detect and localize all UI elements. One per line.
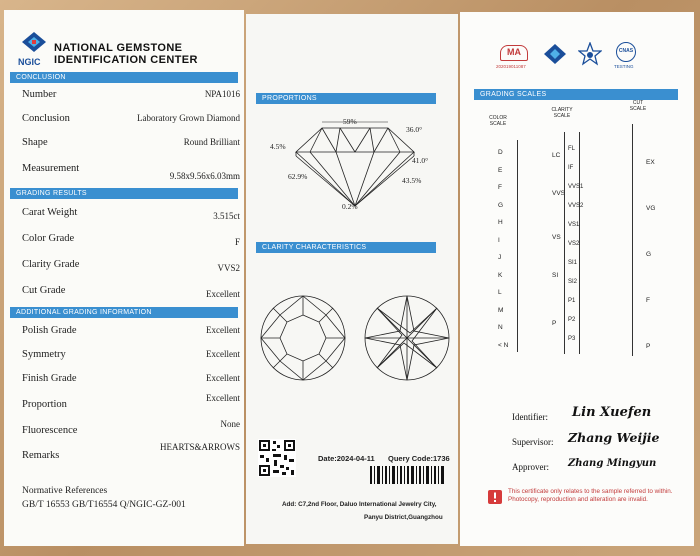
- warning-icon: [488, 490, 502, 504]
- conclusion-row: Conclusion Laboratory Grown Diamond: [22, 113, 240, 124]
- logo-text: NGIC: [18, 57, 41, 67]
- ngic-logo-icon: [542, 42, 568, 66]
- address-line-2: Panyu District,Guangzhou: [364, 514, 443, 521]
- clarity-right-list: FL IF VVS1 VVS2 VS1 VS2 SI1 SI2 P1 P2 P3: [568, 146, 584, 342]
- culet-pct: 0.2%: [342, 202, 358, 211]
- additional-row: Finish Grade Excellent: [22, 373, 240, 384]
- middle-panel: [246, 14, 458, 544]
- color-scale-title: COLOR SCALE: [489, 115, 507, 127]
- query-code: Query Code:1736: [388, 454, 450, 463]
- normative-title: Normative References: [22, 486, 108, 496]
- proportions-header: PROPORTIONS: [256, 93, 436, 104]
- right-panel: MA 202019011087 CNAS TESTING GRADING SCALES COLOR SCALE CLARITY SCALE CUT SCALE D E F G H I J K L M N < N LC VVS VS SI P FL IF VVS1 VVS2 VS1 VS2 SI1 SI2 P1 P2 P3 EX VG G F P Identifier: Lin Xuefen Supervisor: Zhang Weijie Approver: Zhang Mingyun This certificate only relates to the sample referred to within. Photocopy, reproduction and alteration are invalid.: [460, 12, 694, 546]
- testing-label: TESTING: [614, 64, 634, 69]
- additional-row: Fluorescence None: [22, 419, 240, 436]
- conclusion-row: Number NPA1016: [22, 89, 240, 100]
- pavilion-angle: 41.0°: [412, 156, 429, 165]
- pavilion-view-diagram: [362, 293, 452, 383]
- title-line-2: IDENTIFICATION CENTER: [54, 54, 198, 66]
- approver-label: Approver:: [512, 462, 549, 472]
- grading-row: Cut Grade Excellent: [22, 285, 240, 299]
- color-scale-list: D E F G H I J K L M N < N: [498, 149, 509, 349]
- additional-row: Polish Grade Excellent: [22, 325, 240, 336]
- grading-scales-header: GRADING SCALES: [474, 89, 678, 100]
- crown-height: 62.9%: [288, 172, 308, 181]
- disclaimer-text: This certificate only relates to the sample referred to within. Photocopy, reproduction and alteration are invalid.: [508, 488, 673, 503]
- normative-refs: GB/T 16553 GB/T16554 Q/NGIC-GZ-001: [22, 500, 186, 510]
- address-line-1: Add: C7,2nd Floor, Daluo International Jewelry City,: [282, 501, 437, 508]
- grading-row: Clarity Grade VVS2: [22, 259, 240, 273]
- ma-number: 202019011087: [496, 64, 526, 69]
- identifier-label: Identifier:: [512, 412, 548, 422]
- table-pct: 59%: [343, 117, 357, 126]
- supervisor-label: Supervisor:: [512, 437, 554, 447]
- date-text: Date:2024-04-11: [318, 454, 375, 463]
- additional-header: ADDITIONAL GRADING INFORMATION: [10, 307, 238, 318]
- crown-view-diagram: [258, 293, 348, 383]
- girdle-pct: 4.5%: [270, 142, 286, 151]
- additional-row: Symmetry Excellent: [22, 349, 240, 360]
- ngic-logo-icon: [20, 30, 48, 56]
- identifier-signature: Lin Xuefen: [572, 405, 652, 420]
- left-panel: [4, 10, 244, 546]
- clarity-header: CLARITY CHARACTERISTICS: [256, 242, 436, 253]
- conclusion-row: Shape Round Brilliant: [22, 137, 240, 148]
- clarity-scale-title: CLARITY SCALE: [551, 107, 573, 119]
- additional-row: Proportion Excellent: [22, 393, 240, 410]
- cut-scale-column: [632, 124, 646, 356]
- star-seal-icon: [578, 42, 602, 66]
- cut-scale-title: CUT SCALE: [629, 100, 647, 112]
- qr-code-icon[interactable]: [258, 439, 296, 477]
- grading-header: GRADING RESULTS: [10, 188, 238, 199]
- conclusion-row: Measurement 9.58x9.56x6.03mm: [22, 163, 240, 181]
- cnas-logo: CNAS: [616, 42, 636, 62]
- barcode-icon: [370, 466, 446, 484]
- approver-signature: Zhang Mingyun: [568, 458, 657, 469]
- supervisor-signature: Zhang Weijie: [568, 430, 660, 445]
- crown-angle: 36.0°: [406, 125, 423, 134]
- additional-row: Remarks HEARTS&ARROWS: [22, 442, 240, 461]
- conclusion-header: CONCLUSION: [10, 72, 238, 83]
- grading-row: Carat Weight 3.515ct: [22, 207, 240, 221]
- ma-logo: MA: [500, 45, 528, 61]
- center-title: [54, 42, 198, 66]
- depth-pct: 43.5%: [402, 176, 422, 185]
- title-line-1: NATIONAL GEMSTONE: [54, 42, 183, 54]
- grading-row: Color Grade F: [22, 233, 240, 247]
